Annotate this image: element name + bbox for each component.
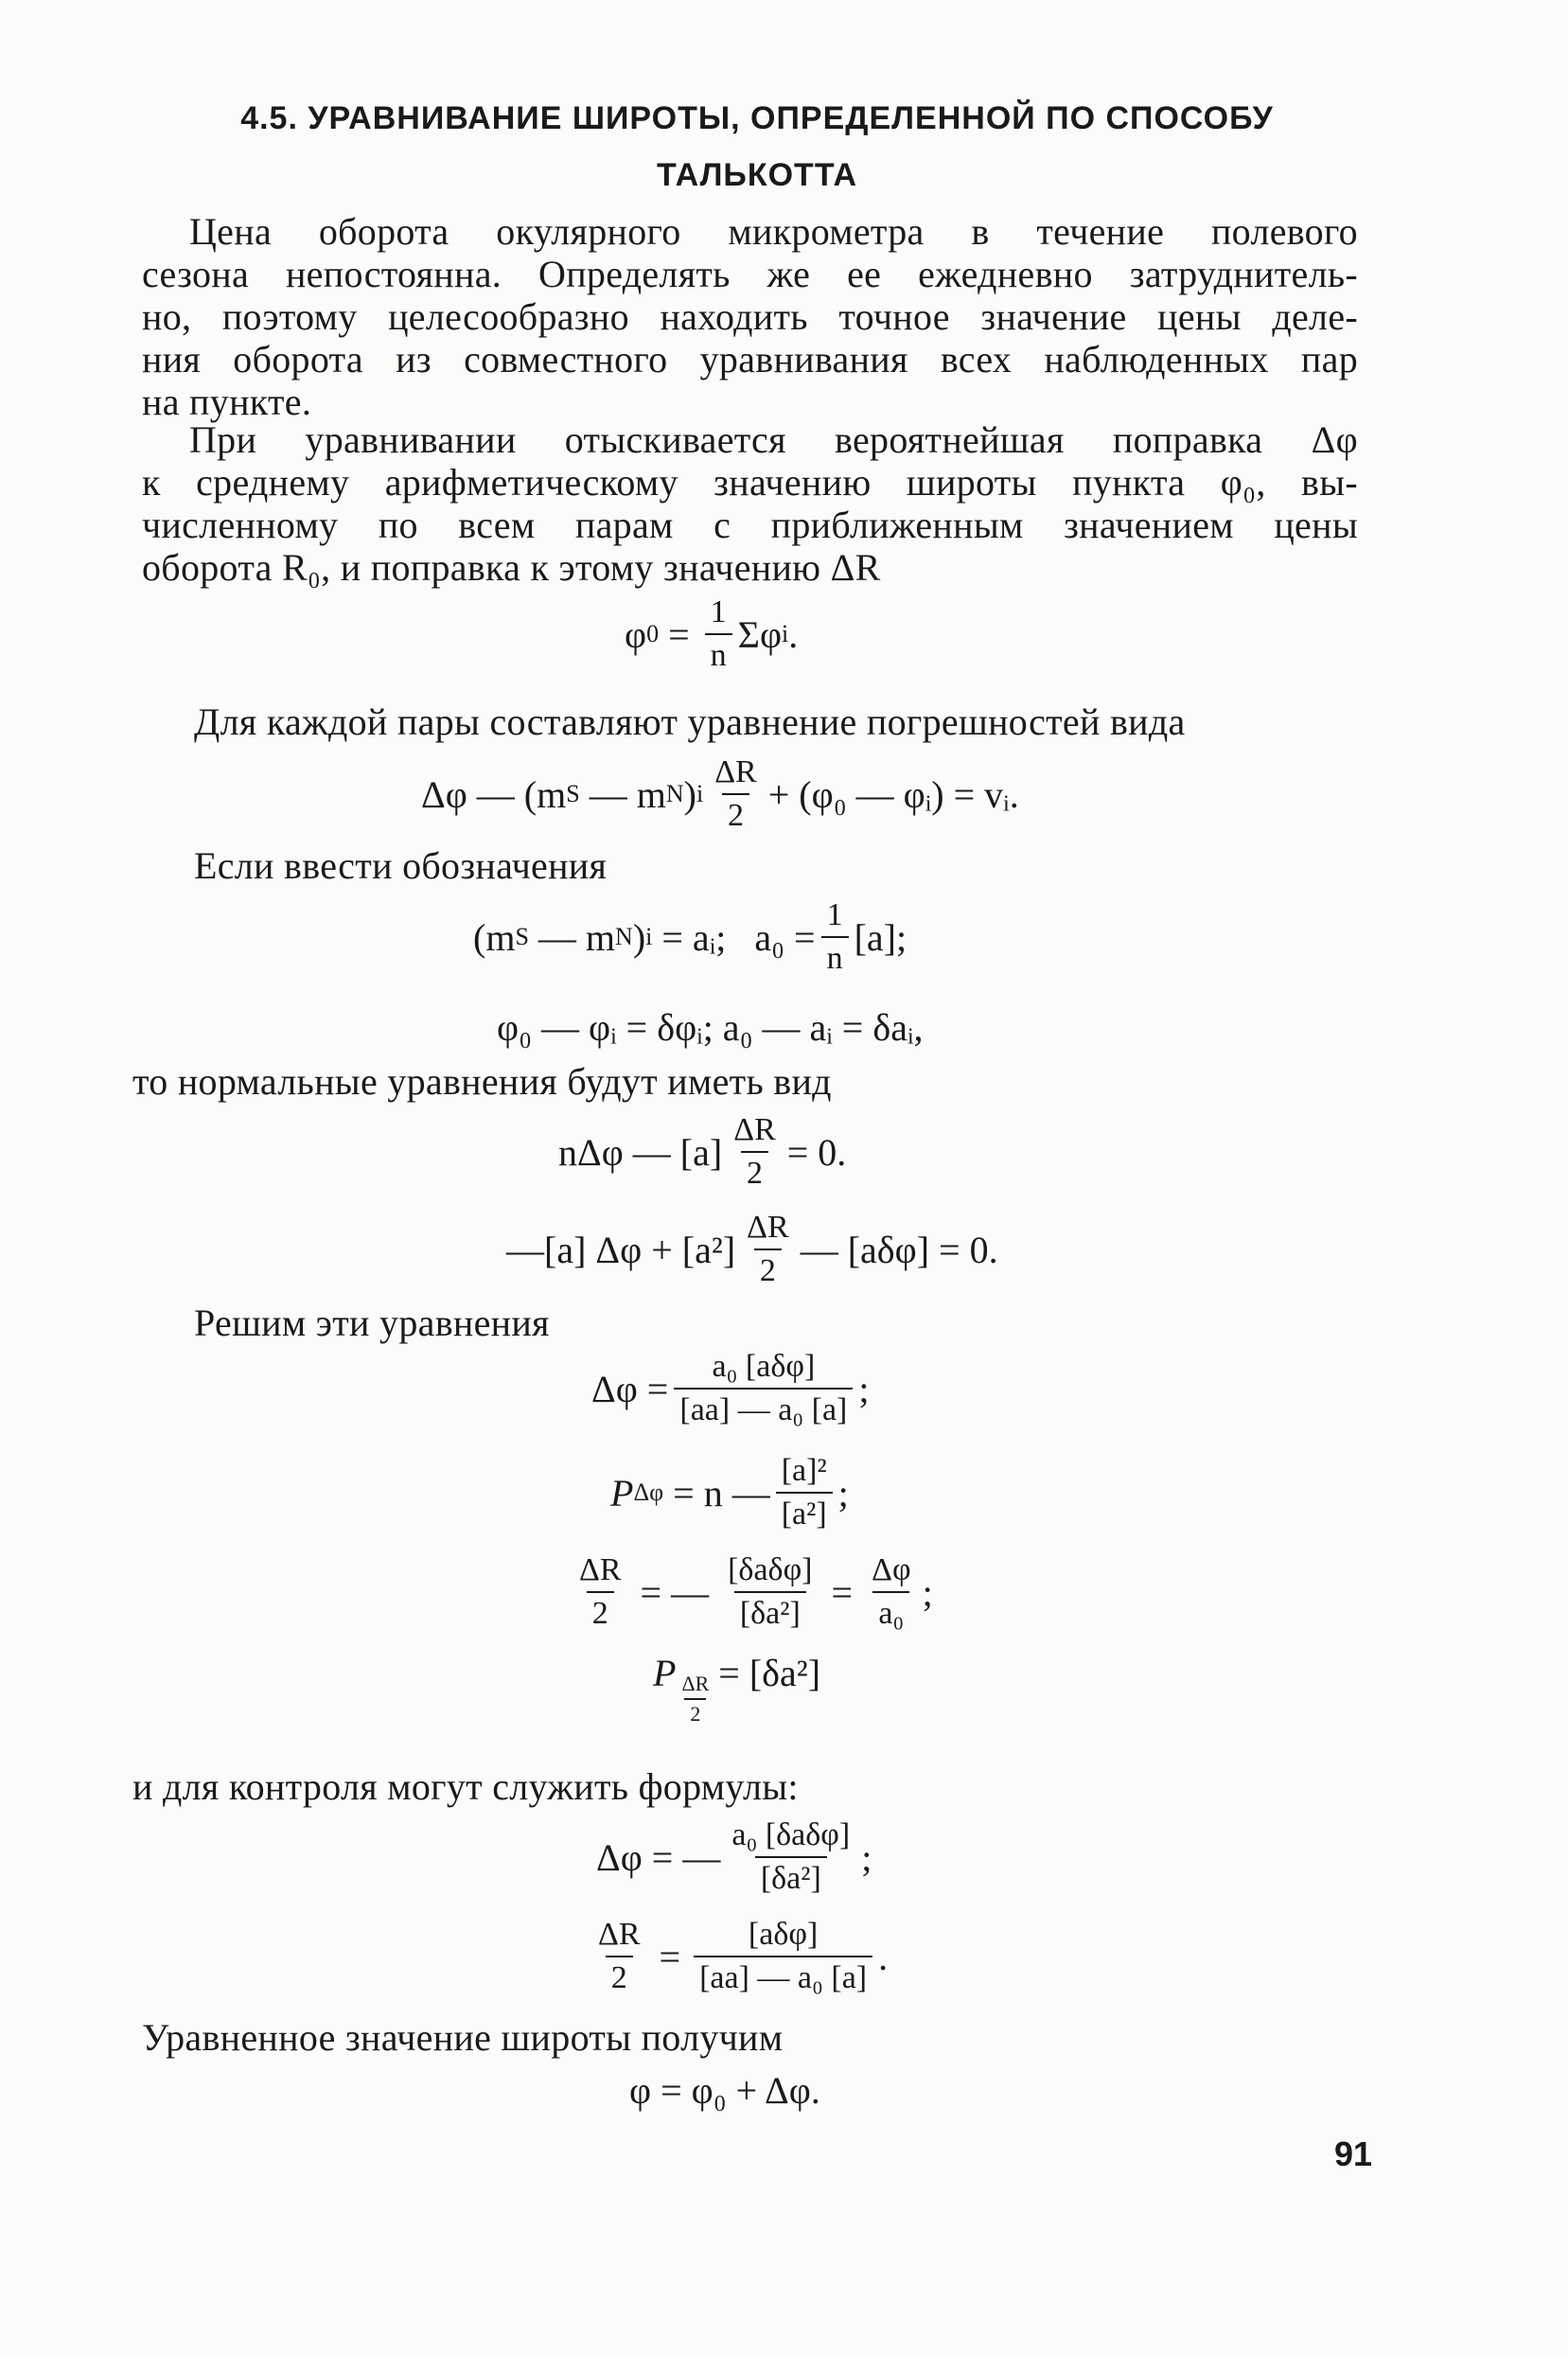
equation-final: φ = φ₀ + Δφ. (629, 2069, 820, 2112)
eq-part: P (610, 1471, 634, 1514)
eq-part: ) (632, 915, 646, 959)
eq-part: = [δa²] (718, 1652, 821, 1694)
equation-phi0 (625, 594, 798, 674)
equation-solution-3 (568, 1552, 933, 1632)
eq-part: P (653, 1652, 677, 1694)
eq-part: Δφ = (591, 1367, 669, 1410)
eq-lhs: φ (625, 612, 647, 656)
denominator: 2 (684, 1698, 706, 1726)
text-solve: Решим эти уравнения (194, 1301, 550, 1344)
eq-sub: i (645, 923, 653, 950)
equation-control-1 (596, 1817, 872, 1897)
eq-part: — m (528, 915, 616, 959)
text-line: но, поэтому целесообразно находить точное значение цены деле- (142, 295, 1358, 338)
denominator: 2 (722, 793, 749, 834)
eq-part: —[a] Δφ + [a²] (506, 1228, 736, 1271)
eq-end: . (788, 612, 799, 656)
fraction (709, 754, 763, 834)
heading-line-2: ТАЛЬКОТТА (656, 157, 858, 193)
eq-sub: i (696, 780, 704, 807)
numerator: ΔR (733, 1112, 776, 1147)
eq-sub: N (665, 780, 684, 807)
fraction (726, 1817, 855, 1897)
page-number: 91 (1334, 2134, 1373, 2173)
denominator: a₀ (872, 1591, 909, 1632)
fraction (573, 1552, 627, 1632)
numerator: ΔR (681, 1672, 710, 1695)
numerator: a₀ [δaδφ] (731, 1817, 851, 1852)
numerator: [a]² (781, 1453, 827, 1488)
denominator: 2 (741, 1151, 768, 1192)
fraction (728, 1112, 782, 1192)
eq-part: ; (858, 1367, 870, 1410)
eq-part: ; (922, 1570, 933, 1614)
text-normal: то нормальные уравнения будут иметь вид (132, 1060, 832, 1103)
eq-part: = (659, 1935, 681, 1978)
paragraph-1 (142, 210, 1358, 423)
text-line: сезона непостоянна. Определять же ее ежедневно затруднитель- (142, 253, 1358, 295)
eq-rhs: Σφ (737, 612, 783, 656)
numerator: ΔR (714, 754, 757, 789)
fraction (821, 897, 849, 977)
eq-part: + (φ₀ — φᵢ) = vᵢ. (767, 772, 1019, 816)
eq-part: = 0. (786, 1130, 847, 1174)
denominator: [aa] — a₀ [a] (674, 1388, 853, 1428)
equation-solution-4 (653, 1652, 820, 1726)
equation-solution-1 (591, 1349, 870, 1428)
eq-part: nΔφ — [a] (558, 1130, 723, 1174)
text-control: и для контроля могут служить формулы: (132, 1765, 799, 1808)
text-line: ния оборота из совместного уравнивания всех наблюденных пар (142, 338, 1358, 381)
fraction (694, 1917, 872, 1996)
numerator: 1 (710, 594, 727, 629)
text-result: Уравненное значение широты получим (142, 2016, 784, 2059)
equation-solution-2 (610, 1453, 849, 1532)
denominator: [aa] — a₀ [a] (694, 1956, 872, 1996)
equation-notation-2: φ₀ — φᵢ = δφᵢ; a₀ — aᵢ = δaᵢ, (497, 1006, 924, 1049)
eq-sub: 0 (646, 620, 660, 647)
eq-part: . (878, 1935, 889, 1978)
eq-part: = (831, 1570, 854, 1614)
text-line: Цена оборота окулярного микрометра в течение полевого (189, 210, 1358, 253)
eq-sub: Δφ (633, 1479, 664, 1506)
eq-part: = aᵢ; a₀ = (652, 915, 816, 959)
equation-control-2 (587, 1917, 888, 1996)
equation-normal-1 (558, 1112, 846, 1192)
eq-part: ) (683, 772, 696, 816)
fraction (676, 1673, 714, 1726)
eq-part: ; (861, 1835, 872, 1879)
fraction (776, 1453, 833, 1532)
text-if: Если ввести обозначения (194, 844, 608, 887)
fraction (674, 1349, 853, 1428)
eq-part: = — (640, 1570, 710, 1614)
fraction (705, 594, 732, 674)
heading-line-1: 4.5. УРАВНИВАНИЕ ШИРОТЫ, ОПРЕДЕЛЕННОЙ ПО СПОСОБУ (240, 100, 1274, 136)
numerator: a₀ [aδφ] (712, 1349, 816, 1384)
equation-normal-2 (506, 1210, 998, 1289)
text-line: на пункте. (142, 381, 312, 423)
eq-sub: S (515, 923, 529, 950)
paragraph-2 (142, 418, 1358, 589)
text-line: оборота R₀, и поправка к этому значению ΔR (142, 546, 881, 589)
fraction (722, 1552, 818, 1632)
eq-part: ; (837, 1471, 849, 1514)
eq-part: [a]; (854, 915, 907, 959)
eq-part: — m (579, 772, 666, 816)
fraction (592, 1917, 646, 1996)
denominator: [a²] (776, 1492, 833, 1532)
eq-op: = (668, 612, 690, 656)
text-line: к среднему арифметическому значению широты пункта φ₀, вы- (142, 461, 1358, 504)
numerator: ΔR (747, 1210, 789, 1245)
text-each-pair: Для каждой пары составляют уравнение погрешностей вида (194, 700, 1186, 743)
denominator: 2 (606, 1956, 633, 1996)
text-line: численному по всем парам с приближенным значением цены (142, 504, 1358, 546)
numerator: ΔR (598, 1917, 641, 1952)
numerator: 1 (826, 897, 843, 932)
eq-sub: N (615, 923, 633, 950)
equation-notation-1 (473, 897, 907, 977)
equation-error (421, 754, 1019, 834)
section-heading (132, 90, 1382, 204)
numerator: ΔR (579, 1552, 622, 1587)
denominator: n (705, 633, 732, 674)
numerator: Δφ (872, 1552, 911, 1587)
fraction (866, 1552, 917, 1632)
eq-part: (m (473, 915, 516, 959)
denominator: [δa²] (755, 1856, 827, 1897)
denominator: [δa²] (734, 1591, 806, 1632)
eq-sub: i (782, 620, 789, 647)
eq-part: Δφ = — (596, 1835, 721, 1879)
eq-part: — [aδφ] = 0. (800, 1228, 998, 1271)
fraction (741, 1210, 795, 1289)
eq-part: = n — (663, 1471, 770, 1514)
eq-sub: S (566, 780, 580, 807)
denominator: n (821, 936, 849, 977)
denominator: 2 (754, 1248, 782, 1289)
eq-part: Δφ — (m (421, 772, 567, 816)
numerator: [δaδφ] (728, 1552, 813, 1587)
text-line: При уравнивании отыскивается вероятнейшая поправка Δφ (189, 418, 1358, 461)
denominator: 2 (587, 1591, 614, 1632)
numerator: [aδφ] (748, 1917, 819, 1952)
